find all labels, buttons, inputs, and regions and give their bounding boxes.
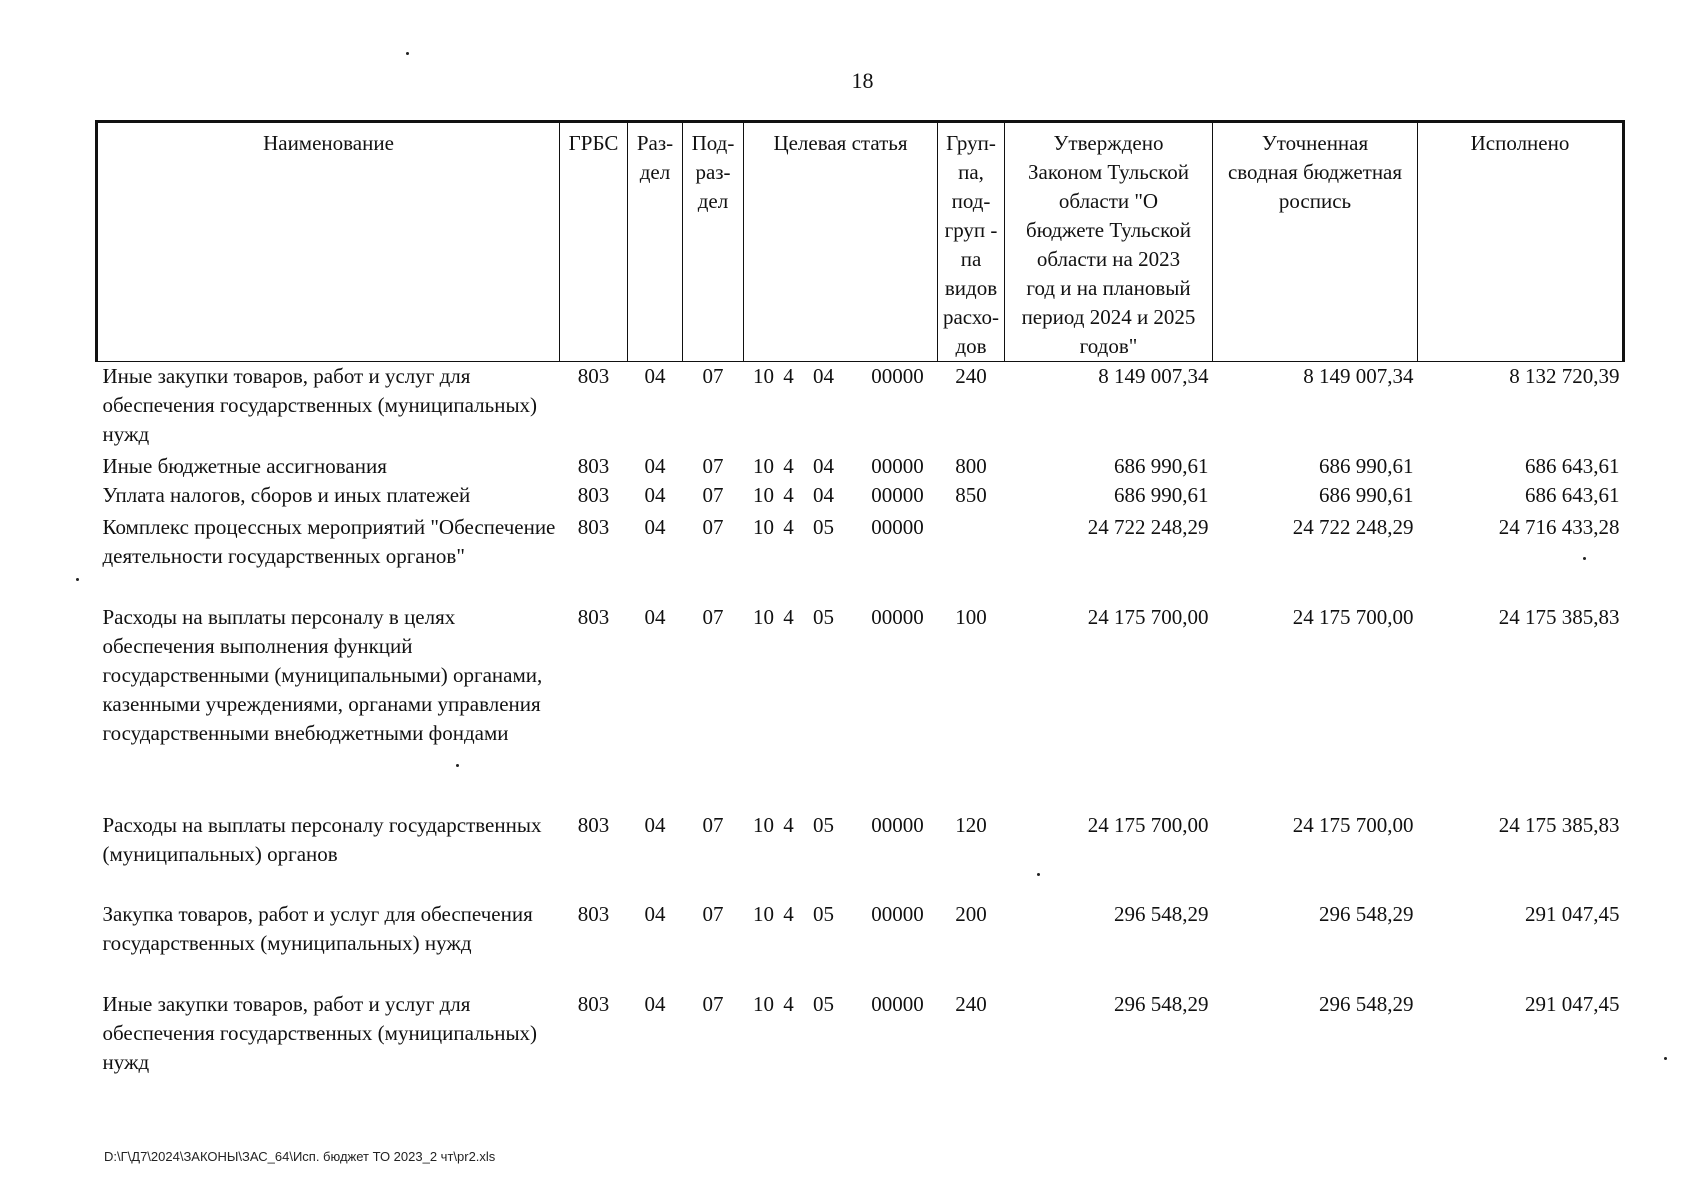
cs-type: 4 <box>783 812 794 837</box>
row-expense-group <box>938 513 1005 603</box>
row-expense-group: 120 <box>955 812 987 837</box>
cs-structure: 05 <box>813 991 834 1016</box>
header-expense-group: Груп- па, под- груп - па видов расхо- дов <box>938 122 1005 362</box>
row-approved: 686 990,61 <box>1114 482 1209 507</box>
table-row <box>97 811 1624 900</box>
row-approved: 8 149 007,34 <box>1098 364 1209 388</box>
header-razdel: Раз- дел <box>628 122 683 362</box>
row-razdel: 04 <box>644 604 666 629</box>
row-refined: 296 548,29 <box>1319 991 1414 1016</box>
row-executed: 24 716 433,28 <box>1498 514 1620 539</box>
row-podrazdel: 07 <box>702 514 724 539</box>
cs-program: 10 <box>753 991 774 1016</box>
row-expense-group: 240 <box>955 991 987 1016</box>
cs-structure: 05 <box>813 901 834 926</box>
row-name: Расходы на выплаты персоналу государственных (муниципальных) органов <box>102 812 542 866</box>
row-approved: 296 548,29 <box>1114 901 1209 926</box>
row-executed: 291 047,45 <box>1525 901 1620 926</box>
table-body <box>97 362 1624 1080</box>
row-name: Расходы на выплаты персоналу в целях обеспечения выполнения функций государственными (муниципальными) органами, казенными учреждениями, органами управления государственными внебюджетными фондами <box>102 604 543 745</box>
row-podrazdel: 07 <box>702 482 724 507</box>
row-podrazdel: 07 <box>702 453 724 478</box>
cs-program: 10 <box>753 812 774 837</box>
row-podrazdel: 07 <box>702 901 724 926</box>
row-razdel: 04 <box>644 901 666 926</box>
header-refined: Уточненная сводная бюджетная роспись <box>1213 122 1418 362</box>
cs-direction: 00000 <box>871 901 924 926</box>
cs-program: 10 <box>753 514 774 539</box>
header-target-article: Целевая статья <box>744 122 938 362</box>
scan-speck <box>1037 873 1040 876</box>
cs-program: 10 <box>753 482 774 507</box>
file-path-footer: D:\Г\Д7\2024\ЗАКОНЫ\ЗАС_64\Исп. бюджет ТО 2023_2 чт\pr2.xls <box>104 1149 496 1164</box>
row-target-article <box>744 481 938 513</box>
cs-direction: 00000 <box>871 991 924 1016</box>
row-name: Закупка товаров, работ и услуг для обеспечения государственных (муниципальных) нужд <box>102 901 533 955</box>
row-grbs: 803 <box>577 364 610 388</box>
row-refined: 8 149 007,34 <box>1303 364 1414 388</box>
row-approved: 24 722 248,29 <box>1087 514 1209 539</box>
row-executed: 24 175 385,83 <box>1498 812 1620 837</box>
row-razdel: 04 <box>644 364 666 388</box>
cs-direction: 00000 <box>871 482 924 507</box>
scan-speck <box>1664 1057 1667 1060</box>
table-row <box>97 900 1624 990</box>
row-grbs: 803 <box>577 482 610 507</box>
row-refined: 24 175 700,00 <box>1292 812 1414 837</box>
row-razdel: 04 <box>644 514 666 539</box>
table-row <box>97 452 1624 481</box>
row-grbs: 803 <box>577 514 610 539</box>
cs-direction: 00000 <box>871 812 924 837</box>
budget-table <box>95 120 1625 1080</box>
row-approved: 24 175 700,00 <box>1087 812 1209 837</box>
row-podrazdel: 07 <box>702 604 724 629</box>
cs-type: 4 <box>783 364 794 388</box>
row-executed: 686 643,61 <box>1525 453 1620 478</box>
row-expense-group: 200 <box>955 901 987 926</box>
row-target-article <box>744 603 938 811</box>
row-target-article <box>744 811 938 900</box>
page-number: 18 <box>851 68 874 93</box>
cs-direction: 00000 <box>871 514 924 539</box>
cs-type: 4 <box>783 991 794 1016</box>
cs-direction: 00000 <box>871 604 924 629</box>
cs-structure: 04 <box>813 364 834 388</box>
row-grbs: 803 <box>577 812 610 837</box>
scan-speck <box>406 52 409 55</box>
cs-type: 4 <box>783 901 794 926</box>
cs-program: 10 <box>753 901 774 926</box>
cs-structure: 05 <box>813 514 834 539</box>
header-executed: Исполнено <box>1418 122 1624 362</box>
row-expense-group: 800 <box>955 453 987 478</box>
header-approved: Утверждено Законом Тульской области "О бюджете Тульской области на 2023 год и на плановый период 2024 и 2025 годов" <box>1005 122 1213 362</box>
row-name: Иные закупки товаров, работ и услуг для обеспечения государственных (муниципальных) нужд <box>102 364 538 446</box>
row-grbs: 803 <box>577 453 610 478</box>
row-grbs: 803 <box>577 604 610 629</box>
scan-speck <box>76 578 79 581</box>
row-grbs: 803 <box>577 991 610 1016</box>
cs-type: 4 <box>783 514 794 539</box>
table-row <box>97 513 1624 603</box>
row-refined: 24 722 248,29 <box>1292 514 1414 539</box>
cs-program: 10 <box>753 604 774 629</box>
row-razdel: 04 <box>644 812 666 837</box>
row-target-article <box>744 900 938 990</box>
cs-program: 10 <box>753 364 774 388</box>
row-executed: 686 643,61 <box>1525 482 1620 507</box>
row-refined: 296 548,29 <box>1319 901 1414 926</box>
row-razdel: 04 <box>644 453 666 478</box>
row-razdel: 04 <box>644 991 666 1016</box>
row-approved: 686 990,61 <box>1114 453 1209 478</box>
row-name: Иные бюджетные ассигнования <box>102 453 387 478</box>
table-row <box>97 603 1624 811</box>
row-podrazdel: 07 <box>702 812 724 837</box>
row-expense-group: 850 <box>955 482 987 507</box>
cs-type: 4 <box>783 482 794 507</box>
cs-direction: 00000 <box>871 453 924 478</box>
table-row <box>97 990 1624 1080</box>
row-target-article <box>744 362 938 452</box>
table-row <box>97 481 1624 513</box>
header-name: Наименование <box>97 122 560 362</box>
cs-direction: 00000 <box>871 364 924 388</box>
row-expense-group: 240 <box>955 364 987 388</box>
row-executed: 24 175 385,83 <box>1498 604 1620 629</box>
row-podrazdel: 07 <box>702 364 724 388</box>
cs-type: 4 <box>783 604 794 629</box>
row-refined: 686 990,61 <box>1319 482 1414 507</box>
scan-speck <box>1583 557 1586 560</box>
header-grbs: ГРБС <box>560 122 628 362</box>
row-name: Иные закупки товаров, работ и услуг для обеспечения государственных (муниципальных) нужд <box>102 991 538 1074</box>
row-refined: 24 175 700,00 <box>1292 604 1414 629</box>
row-executed: 8 132 720,39 <box>1509 364 1620 388</box>
row-name: Комплекс процессных мероприятий "Обеспечение деятельности государственных органов" <box>102 514 556 568</box>
row-refined: 686 990,61 <box>1319 453 1414 478</box>
row-approved: 296 548,29 <box>1114 991 1209 1016</box>
header-podrazdel: Под- раз- дел <box>683 122 744 362</box>
row-grbs: 803 <box>577 901 610 926</box>
table-header <box>97 122 1624 362</box>
row-podrazdel: 07 <box>702 991 724 1016</box>
cs-structure: 04 <box>813 453 834 478</box>
cs-structure: 05 <box>813 812 834 837</box>
cs-program: 10 <box>753 453 774 478</box>
row-target-article <box>744 452 938 481</box>
cs-structure: 05 <box>813 604 834 629</box>
row-razdel: 04 <box>644 482 666 507</box>
cs-structure: 04 <box>813 482 834 507</box>
row-expense-group: 100 <box>955 604 987 629</box>
cs-type: 4 <box>783 453 794 478</box>
table-row <box>97 362 1624 452</box>
row-executed: 291 047,45 <box>1525 991 1620 1016</box>
scan-speck <box>456 764 459 767</box>
row-approved: 24 175 700,00 <box>1087 604 1209 629</box>
row-name: Уплата налогов, сборов и иных платежей <box>102 482 471 507</box>
row-target-article <box>744 990 938 1080</box>
row-target-article <box>744 513 938 603</box>
